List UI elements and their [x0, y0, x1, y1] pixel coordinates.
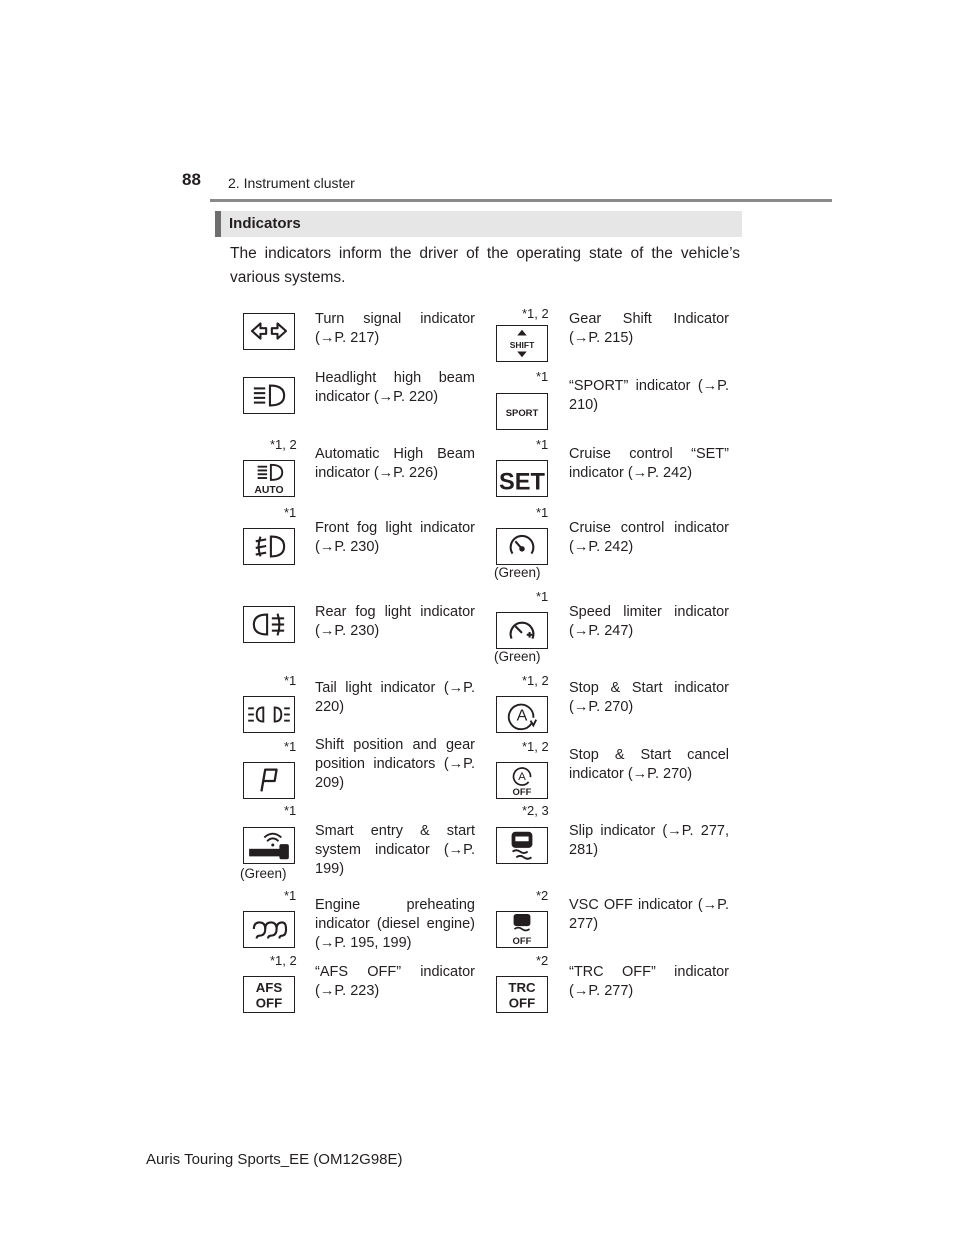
- rear-fog-icon: [243, 606, 295, 643]
- indicator-desc: Tail light indicator (→P. 220): [315, 680, 475, 715]
- cruise-control-icon: [496, 528, 548, 565]
- indicator-desc: “TRC OFF” indicator (→P. 277): [569, 964, 729, 999]
- icon-text-bottom: OFF: [255, 995, 283, 1011]
- footnote-mark: *1, 2: [522, 673, 549, 688]
- indicator-desc: Rear fog light indicator (→P. 230): [315, 604, 475, 639]
- icon-text: AUTO: [254, 485, 284, 496]
- heading-bar: [215, 211, 742, 237]
- icon-text-bottom: OFF: [508, 995, 536, 1011]
- page-number: 88: [182, 170, 201, 189]
- vsc-off-icon: [496, 911, 548, 948]
- footnote-mark: *1, 2: [522, 306, 549, 321]
- heading-accent: [215, 211, 221, 237]
- high-beam-icon: [243, 377, 295, 414]
- shift-position-icon: [243, 762, 295, 799]
- indicator-desc: Headlight high beam indicator (→P. 220): [315, 370, 475, 405]
- indicator-desc: Cruise control indicator (→P. 242): [569, 520, 729, 555]
- stop-start-cancel-icon: [496, 762, 548, 799]
- footnote-mark: *1: [536, 369, 549, 384]
- footer-text: Auris Touring Sports_EE (OM12G98E): [146, 1151, 403, 1168]
- footnote-mark: *1: [284, 888, 297, 903]
- indicator-desc: Slip indicator (→P. 277, 281): [569, 823, 729, 858]
- speed-limiter-icon: [496, 612, 548, 649]
- afs-off-icon: [243, 976, 295, 1013]
- color-note: (Green): [240, 866, 287, 881]
- indicator-desc: Gear Shift Indicator (→P. 215): [569, 311, 729, 346]
- icon-text-top: TRC: [508, 980, 536, 996]
- footnote-mark: *1: [284, 505, 297, 520]
- footnote-mark: *1: [536, 505, 549, 520]
- indicator-desc: Stop & Start cancel indicator (→P. 270): [569, 747, 729, 782]
- footnote-mark: *1: [284, 673, 297, 688]
- color-note: (Green): [494, 565, 541, 580]
- indicator-desc: Speed limiter indicator (→P. 247): [569, 604, 729, 639]
- icon-text: SPORT: [505, 407, 539, 419]
- footnote-mark: *1: [284, 803, 297, 818]
- footnote-mark: *2: [536, 888, 549, 903]
- footnote-mark: *1, 2: [522, 739, 549, 754]
- indicator-desc: Automatic High Beam indicator (→P. 226): [315, 446, 475, 481]
- gear-shift-icon: [496, 325, 548, 362]
- front-fog-icon: [243, 528, 295, 565]
- icon-text: OFF: [512, 787, 532, 798]
- indicator-desc: Front fog light indicator (→P. 230): [315, 520, 475, 555]
- cruise-set-icon: [496, 460, 548, 497]
- indicator-desc: Cruise control “SET” indicator (→P. 242): [569, 446, 729, 481]
- indicator-desc: “SPORT” indicator (→P. 210): [569, 378, 729, 413]
- auto-high-beam-icon: [243, 460, 295, 497]
- svg-text:A: A: [518, 771, 526, 784]
- tail-light-icon: [243, 696, 295, 733]
- indicator-desc: Turn signal indicator (→P. 217): [315, 311, 475, 346]
- footnote-mark: *1, 2: [270, 437, 297, 452]
- section-title: 2. Instrument cluster: [228, 175, 355, 191]
- icon-text: SET: [499, 469, 545, 496]
- footnote-mark: *1: [536, 437, 549, 452]
- indicator-desc: Shift position and gear position indicators (→P. 209): [315, 737, 475, 791]
- preheating-icon: [243, 911, 295, 948]
- footnote-mark: *2, 3: [522, 803, 549, 818]
- indicator-desc: Engine preheating indicator (diesel engine) (→P. 195, 199): [315, 897, 475, 951]
- indicator-desc: Stop & Start indicator (→P. 270): [569, 680, 729, 715]
- trc-off-icon: [496, 976, 548, 1013]
- footnote-mark: *1: [536, 589, 549, 604]
- header-rule: [210, 199, 832, 202]
- sport-icon: [496, 393, 548, 430]
- heading-title: Indicators: [229, 215, 301, 232]
- intro-text: The indicators inform the driver of the operating state of the vehicle’s various systems.: [230, 245, 740, 286]
- icon-text-top: AFS: [255, 980, 283, 996]
- slip-icon: [496, 827, 548, 864]
- icon-text: SHIFT: [509, 339, 535, 350]
- color-note: (Green): [494, 649, 541, 664]
- footnote-mark: *1: [284, 739, 297, 754]
- icon-text: A: [516, 706, 528, 725]
- icon-text: OFF: [512, 936, 532, 947]
- turn-signal-icon: [243, 313, 295, 350]
- footnote-mark: *1, 2: [270, 953, 297, 968]
- indicator-desc: VSC OFF indicator (→P. 277): [569, 897, 729, 932]
- indicator-desc: Smart entry & start system indicator (→P. 199): [315, 823, 475, 877]
- smart-entry-icon: [243, 827, 295, 864]
- stop-start-icon: [496, 696, 548, 733]
- indicator-desc: “AFS OFF” indicator (→P. 223): [315, 964, 475, 999]
- footnote-mark: *2: [536, 953, 549, 968]
